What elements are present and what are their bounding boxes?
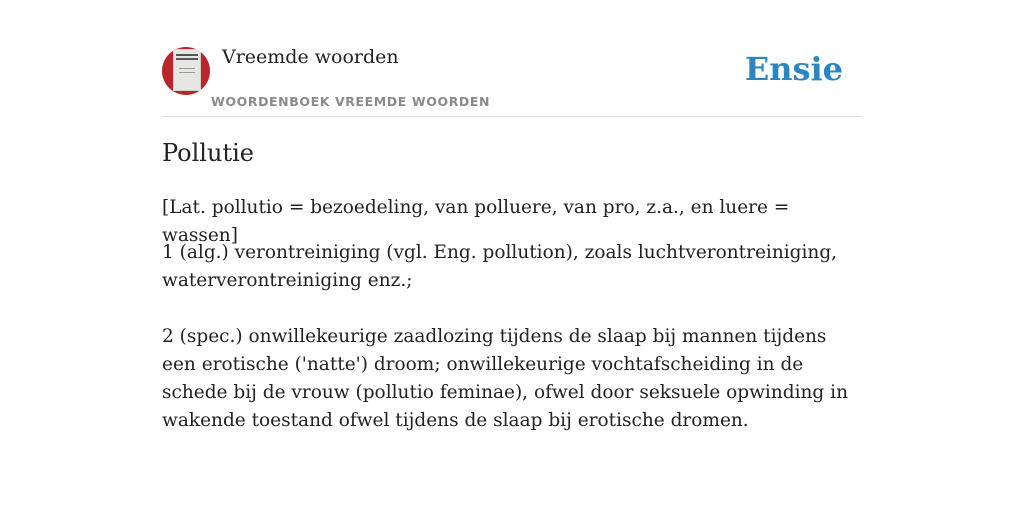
definition-item: 2 (spec.) onwillekeurige zaadlozing tijdens de slaap bij mannen tijdens een erotische ('natte') droom; onwillekeurige vochtafscheiding in de schede bij de vrouw (pollutio feminae), ofwel door seksuele opwinding in wakende toestand ofwel tijdens de slaap bij erotische dromen.: [162, 326, 848, 431]
page-header: [162, 44, 862, 117]
book-cover-avatar[interactable]: [162, 47, 210, 95]
entry-definitions: [162, 239, 862, 463]
brand-logo[interactable]: Ensie: [744, 50, 843, 88]
entry-title: Pollutie: [162, 139, 254, 167]
book-cover-image: [173, 49, 201, 91]
definition-item: 1 (alg.) verontreiniging (vgl. Eng. pollution), zoals luchtverontreiniging, waterverontreiniging enz.;: [162, 242, 838, 291]
entry-etymology: [Lat. pollutio = bezoedeling, van polluere, van pro, z.a., en luere = wassen]: [162, 197, 790, 246]
site-name[interactable]: Vreemde woorden: [222, 46, 399, 68]
site-subtitle: WOORDENBOEK VREEMDE WOORDEN: [211, 94, 491, 109]
